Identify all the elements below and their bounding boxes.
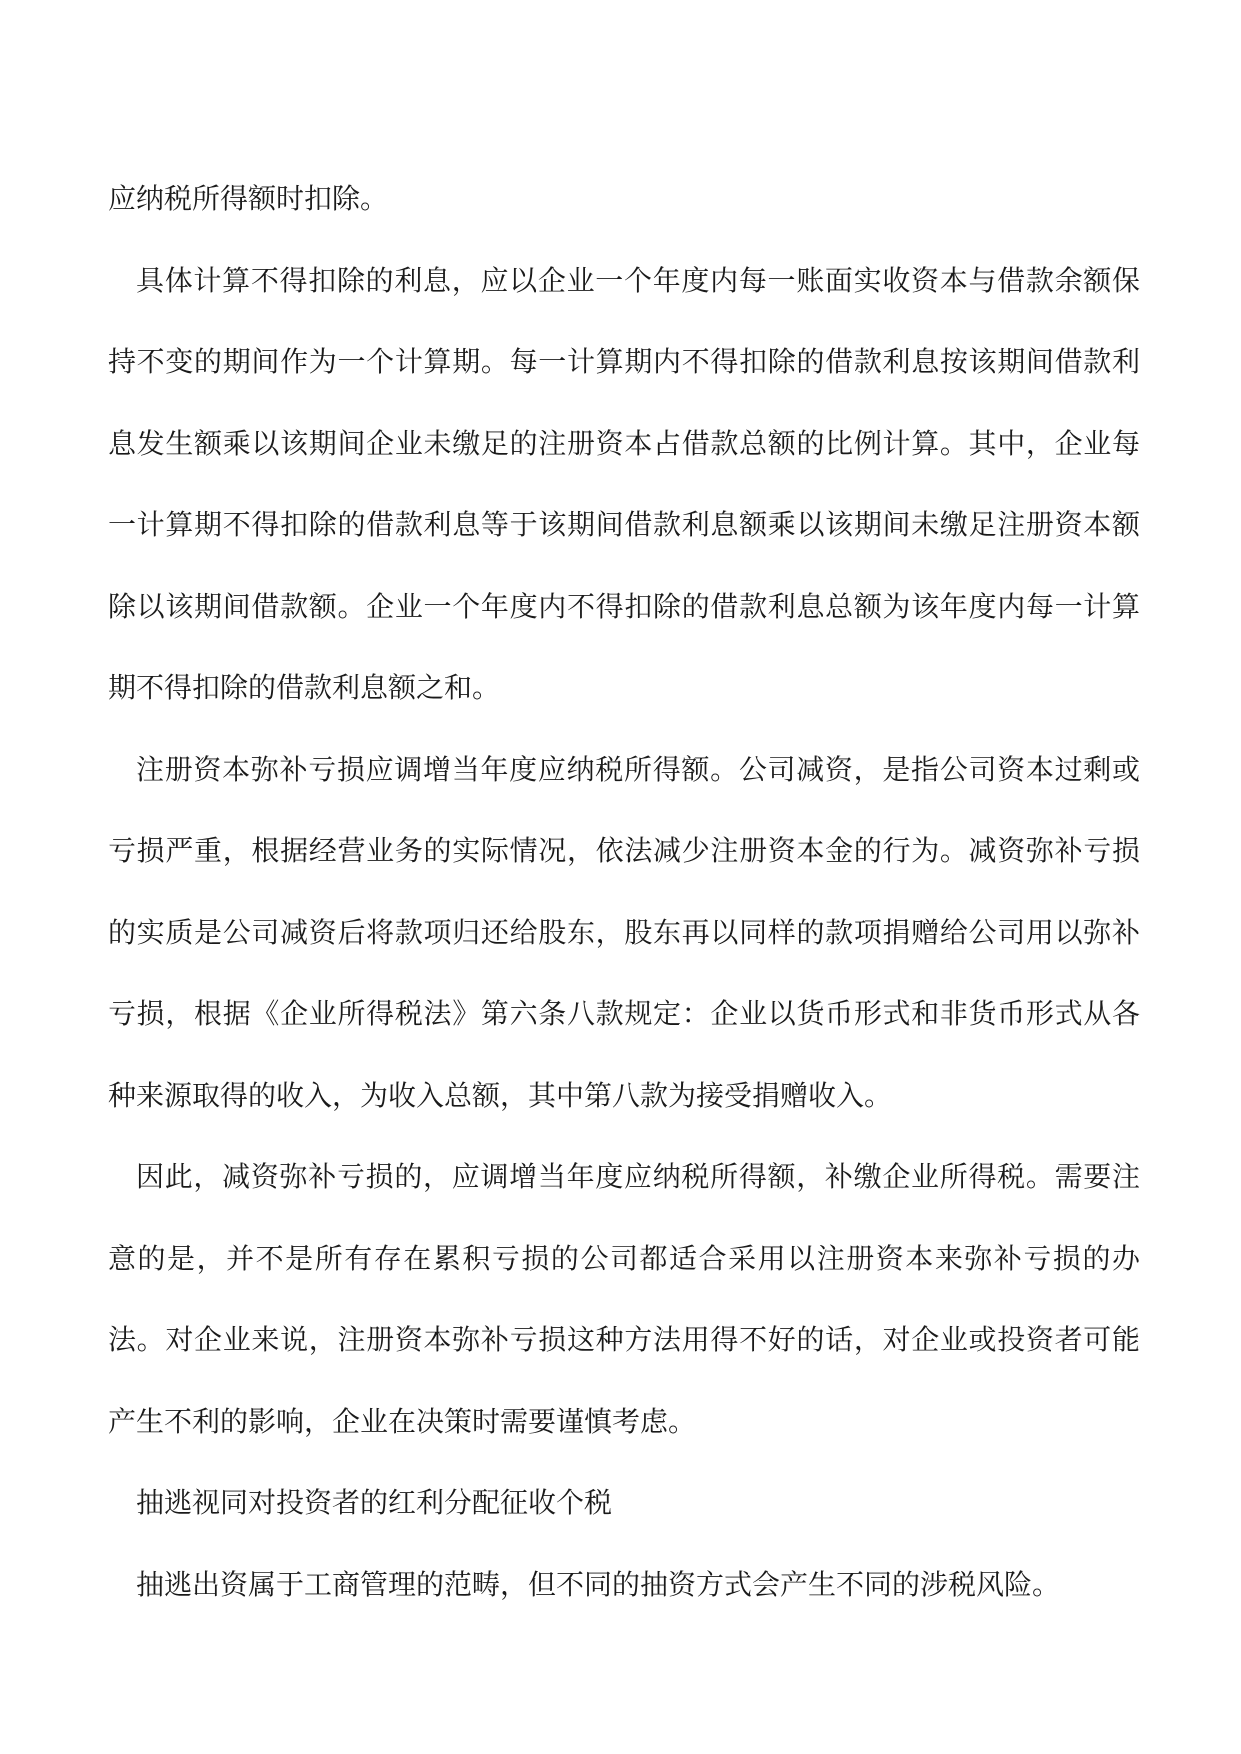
paragraph-capital-reduction: 注册资本弥补亏损应调增当年度应纳税所得额。公司减资，是指公司资本过剩或亏损严重，根据经营业务的实际情况，依法减少注册资本金的行为。减资弥补亏损的实质是公司减资后将款项归还给股东，股东再以同样的款项捐赠给公司用以弥补亏损，根据《企业所得税法》第六条八款规定：企业以货币形式和非货币形式从各种来源取得的收入，为收入总额，其中第八款为接受捐赠收入。 bbox=[108, 752, 1140, 1112]
section-heading-capital-withdrawal: 抽逃视同对投资者的红利分配征收个税 bbox=[136, 1486, 613, 1519]
paragraph-capital-withdrawal: 抽逃出资属于工商管理的范畴，但不同的抽资方式会产生不同的涉税风险。 bbox=[136, 1567, 1061, 1601]
paragraph-continuation: 应纳税所得额时扣除。 bbox=[108, 182, 389, 215]
document-body bbox=[108, 158, 1140, 1625]
paragraph-interest-calculation: 具体计算不得扣除的利息，应以企业一个年度内每一账面实收资本与借款余额保持不变的期间作为一个计算期。每一计算期内不得扣除的借款利息按该期间借款利息发生额乘以该期间企业未缴足的注册资本占借款总额的比例计算。其中，企业每一计算期不得扣除的借款利息等于该期间借款利息额乘以该期间未缴足注册资本额除以该期间借款额。企业一个年度内不得扣除的借款利息总额为该年度内每一计算期不得扣除的借款利息额之和。 bbox=[108, 263, 1140, 704]
paragraph-tax-adjustment: 因此，减资弥补亏损的，应调增当年度应纳税所得额，补缴企业所得税。需要注意的是，并不是所有存在累积亏损的公司都适合采用以注册资本来弥补亏损的办法。对企业来说，注册资本弥补亏损这种方法用得不好的话，对企业或投资者可能产生不利的影响，企业在决策时需要谨慎考虑。 bbox=[108, 1160, 1140, 1438]
